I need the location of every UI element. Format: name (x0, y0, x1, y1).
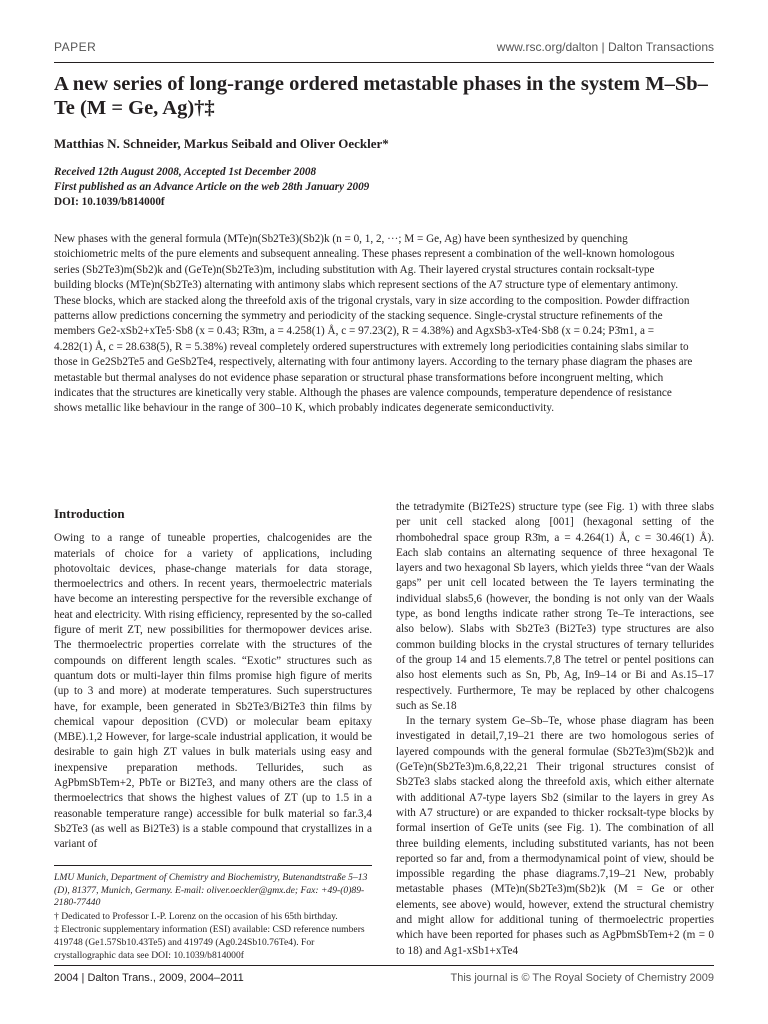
page-header (54, 40, 714, 60)
abstract (54, 232, 694, 417)
article-title: A new series of long-range ordered metastable phases in the system M–Sb–Te (M = Ge, Ag)†‡ (54, 73, 708, 119)
footnotes (54, 872, 372, 963)
article-authors: Matthias N. Schneider, Markus Seibald and Oliver Oeckler* (54, 136, 389, 151)
published-date: First published as an Advance Article on the web 28th January 2009 (54, 181, 370, 193)
footnote-divider (54, 865, 372, 866)
left-column (54, 506, 372, 853)
section-heading-introduction: Introduction (54, 506, 125, 521)
esi-footnote: ‡ Electronic supplementary information (ESI) available: CSD reference numbers 419748 (Ge1.57Sb10.43Te5) and 419749 (Ag0.24Sb10.76Te4). For crystallographic data see DOI: 10.1039/b814000f (54, 924, 365, 961)
footer-copyright: This journal is © The Royal Society of Chemistry 2009 (450, 972, 714, 984)
received-date: Received 12th August 2008, Accepted 1st December 2008 (54, 166, 317, 178)
intro-paragraph-1: Owing to a range of tuneable properties, chalcogenides are the materials of choice for a variety of applications, including photovoltaic devices, phase-change materials for data storage, thermoelectrics and others. In recent years, thermoelectric materials have become an interesting perspective for the reversible exchange of heat and electricity. With rising efficiency, represented by the so-called figure of merit ZT, new possibilities for thermopower devices arise. The thermoelectric properties correlate with the structures of the compounds on different length scales. “Exotic” structures such as quantum dots or multi-layer thin films promise high figure of merits (up to 3 and more) at moderate temperatures. Such superstructures have, for example, been generated in Sb2Te3/Bi2Te3 thin films by chemical vapour deposition (CVD) or molecular beam epitaxy (MBE).1,2 However, for large-scale industrial application, it would be desirable to gain high ZT values in bulk materials using easy and inexpensive preparation methods. Tellurides, such as AgPbmSbTem+2, PbTe or Bi2Te3, and many others are the class of thermoelectrics that shows the highest values of ZT (up to 1.5 in a reasonable temperature range) accessible for bulk material so far.3,4 Sb2Te3 (as well as Bi2Te3) is a stable compound that crystallizes in a variant of (54, 532, 372, 851)
intro-paragraph-2: the tetradymite (Bi2Te2S) structure type (see Fig. 1) with three slabs per unit cell stacked along [001] (hexagonal setting of the rhombohedral space group R3̄m, a = 4.264(1) Å, c = 30.46(1) Å). Each slab contains an alternating sequence of three hexagonal Te layers and two hexagonal Sb layers, which yields three “van der Waals gaps” per unit cell located between the Te layers terminating the individual slabs5,6 (however, the bonding is not only van der Waals type, as bond lengths indicate rather strong Te–Te interactions, see also below). Slabs with Sb2Te3 (Bi2Te3) type structures are also common building blocks in the crystal structures of ternary tellurides of the group 14 and 15 elements.7,8 The tetrel or pentel positions can also host elements such as Sn, Pb, Ag, In9–14 or Bi and As.15–17 respectively. Furthermore, Te may be replaced by other chalcogens such as Se.18 (396, 501, 714, 712)
intro-paragraph-3: In the ternary system Ge–Sb–Te, whose phase diagram has been investigated in detail,7,19–21 there are two homologous series of layered compounds with the general formulae (Sb2Te3)m(Sb2)k and (GeTe)n(Sb2Te3)m.6,8,22,21 Their trigonal structures consist of Sb2Te3 slabs stacked along the threefold axis, which either alternate with additional A7-type layers Sb2 (similar to the layers in grey As with A7 structure) or are expanded to thicker rocksalt-type blocks by formal insertion of GeTe units (see Fig. 1). The combination of all three building elements, including substituted variants, has not been reported so far and, from a thermodynamical point of view, should be impossible regarding the phase diagrams.7,19–21 New, probably metastable phases (MTe)n(Sb2Te3)m(Sb2)k (M = Ge or other elements, see above) would, however, extend the structural chemistry and might allow for additional tuning of thermoelectric properties which have been reported for phases such as AgPbmSbTem+2 (m = 0 to 18) and Ag1-xSb1+xTe4 (396, 715, 714, 957)
article-type-label: PAPER (54, 40, 97, 54)
article-doi[interactable]: DOI: 10.1039/b814000f (54, 196, 165, 208)
header-divider (54, 62, 714, 63)
dedication-footnote: † Dedicated to Professor I.-P. Lorenz on the occasion of his 65th birthday. (54, 910, 338, 922)
footer-divider (54, 965, 714, 966)
footer-citation: 2004 | Dalton Trans., 2009, 2004–2011 (54, 972, 244, 984)
article-meta (54, 165, 654, 210)
abstract-text: New phases with the general formula (MTe)n(Sb2Te3)(Sb2)k (n = 0, 1, 2, ···; M = Ge, Ag) have been synthesized by quenching stoichiometric melts of the pure elements and subsequent annealing. These phases represent a combination of the well-known homologous series (Sb2Te3)m(Sb2)k and (GeTe)n(Sb2Te3)m, including substitution with Ag. Their layered crystal structures contain rocksalt-type building blocks (MTe)n(Sb2Te3) alternating with antimony slabs which represent sections of the A7 structure type of elementary antimony. These blocks, which are stacked along the threefold axis of the trigonal crystals, vary in size according to the composition. Powder diffraction patterns allow predictions concerning the symmetry and periodicity of the stacking sequence. Single-crystal structure refinements of the members Ge2-xSb2+xTe5·Sb8 (x = 0.43; R3̄m, a = 4.258(1) Å, c = 97.23(2), R = 4.38%) and AgxSb3-xTe4·Sb8 (x = 0.24; P3̄m1, a = 4.282(1) Å, c = 28.638(5), R = 5.38%) reveal completely ordered superstructures with extremely long periodicities containing slabs similar to those in Ge2Sb2Te5 and GeSb2Te4, respectively, alternating with four antimony layers. According to the ternary phase diagram the phases are metastable but thermal analyses do not evidence phase separation or structural phase transformations before incongruent melting, which indicates that the structures are kinetically very stable. Although the phases are valence compounds, temperature dependence of resistance shows metallic like behaviour in the range of 300–10 K, which probably indicates degenerate semiconductivity. (54, 233, 693, 415)
journal-link[interactable]: www.rsc.org/dalton | Dalton Transactions (496, 40, 714, 54)
right-column (396, 500, 714, 959)
affiliation-footnote: LMU Munich, Department of Chemistry and Biochemistry, Butenandtstraße 5–13 (D), 81377, Munich, Germany. E-mail: oliver.oeckler@gmx.de; Fax: +49-(0)89-2180-77440 (54, 872, 368, 909)
